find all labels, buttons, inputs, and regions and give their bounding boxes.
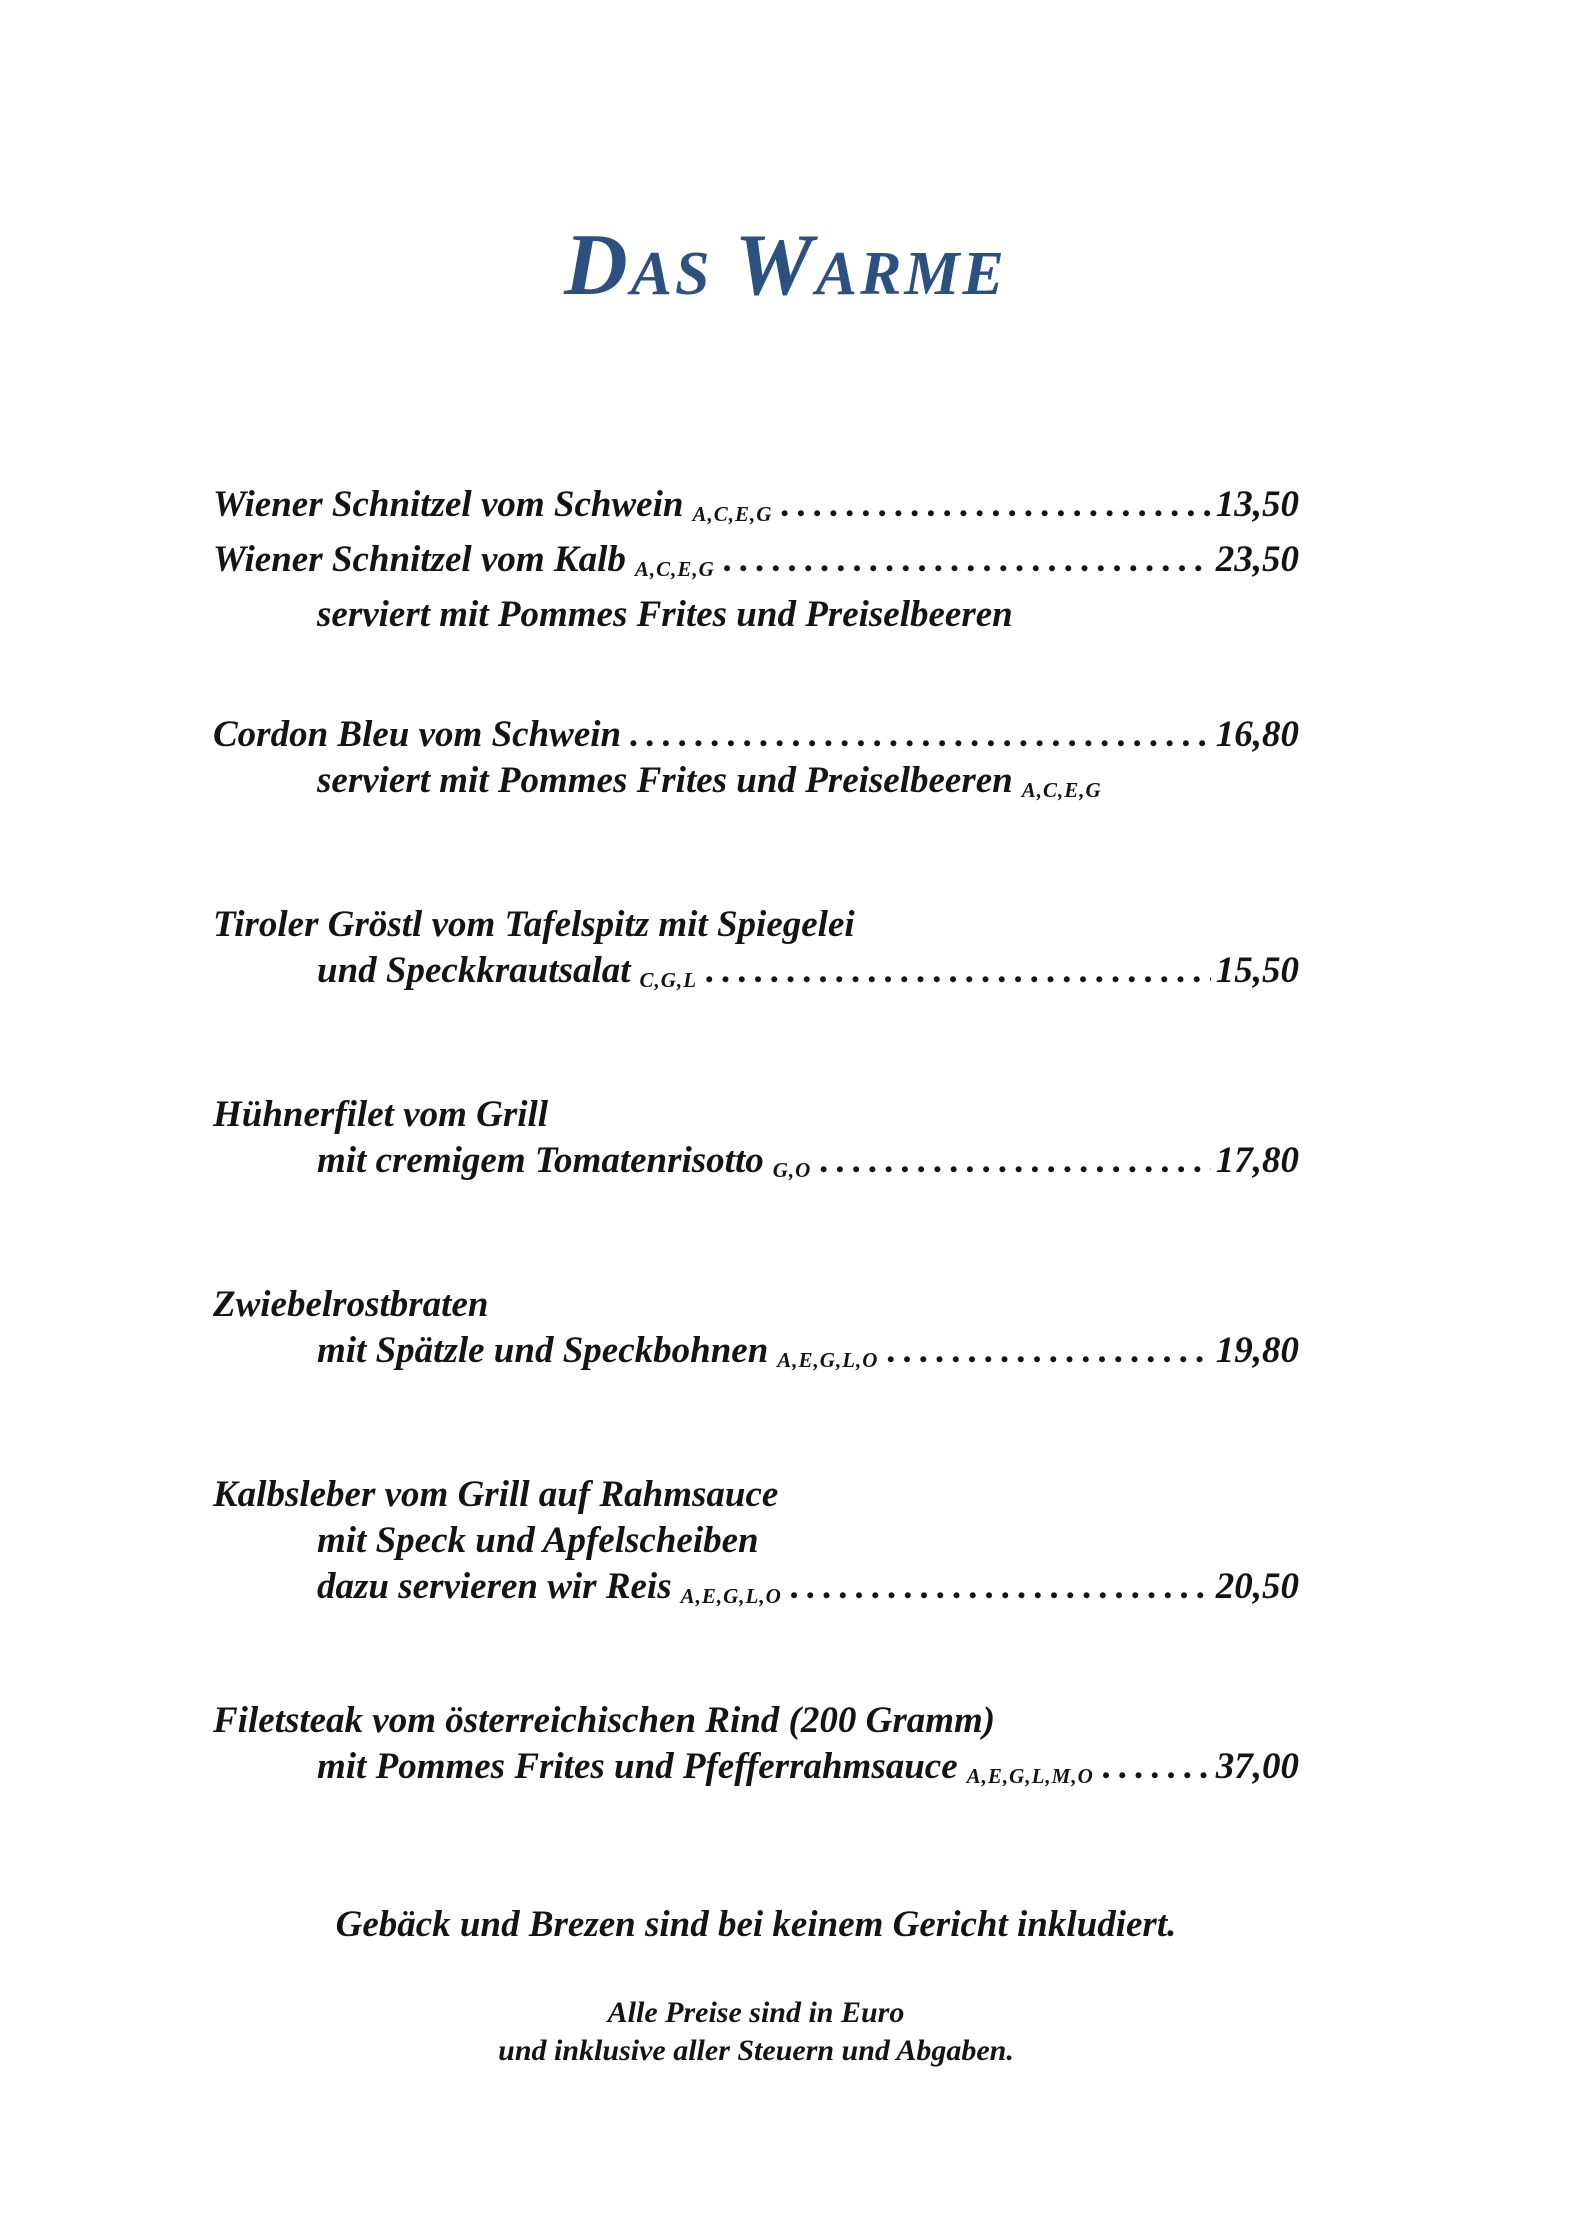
dish-line [213,482,1299,537]
price-info-line-2: und inklusive aller Steuern und Abgaben. [498,2034,1014,2067]
dish-name: Tiroler Gröstl vom Tafelspitz mit Spiegelei [213,904,855,945]
page-title-word-2: WARME [734,217,1007,314]
price: 15,50 [1215,950,1299,991]
menu-item-tiroler-groestl [213,902,1299,1003]
dish-name: Filetsteak vom österreichischen Rind (200 Gramm) [213,1700,996,1741]
dish-name: Hühnerfilet vom Grill [213,1094,549,1135]
price-info-line-1: Alle Preise sind in Euro [607,1996,905,2029]
dish-description: mit Speck und Apfelscheiben [317,1520,759,1561]
dot-leader [1103,1744,1211,1790]
dish-description-line [213,948,1299,1003]
dish-description-line [213,1328,1299,1383]
menu-item-wiener-schnitzel [213,482,1299,638]
menu-list [213,482,1299,1888]
menu-item-zwiebelrostbraten [213,1282,1299,1383]
dish-description-line [213,1138,1299,1193]
allergen-codes: A,E,G,L,O [777,1348,879,1372]
dish-description: mit Spätzle und Speckbohnen $_{A,E,G,L,O}$ [317,1330,879,1372]
allergen-codes: C,G,L [639,968,698,992]
dot-leader [820,1138,1210,1184]
menu-item-cordon-bleu [213,712,1299,813]
footer-note: Gebäck und Brezen sind bei keinem Gericht inkludiert. [335,1904,1177,1945]
price: 37,00 [1215,1746,1299,1787]
allergen-codes: A,E,G,L,M,O [966,1764,1094,1788]
dish-description: mit cremigem Tomatenrisotto $_{G,O}$ [317,1140,812,1182]
dish-description: dazu servieren wir Reis $_{A,E,G,L,O}$ [317,1566,782,1608]
dot-leader [724,537,1211,583]
price: 20,50 [1215,1566,1299,1607]
dish-name: Wiener Schnitzel vom Kalb $_{A,C,E,G}$ [213,539,715,581]
price: 13,50 [1215,484,1299,525]
dish-description-line [213,1564,1299,1619]
dot-leader [887,1328,1210,1374]
price: 16,80 [1215,714,1299,755]
dot-leader [791,1564,1211,1610]
dish-name: Cordon Bleu vom Schwein [213,714,622,755]
menu-item-huehnerfilet [213,1092,1299,1193]
page-title [0,217,1571,318]
dish-name: Kalbsleber vom Grill auf Rahmsauce [213,1474,779,1515]
dish-line [213,712,1299,758]
dish-line [213,1282,1299,1328]
dish-line [213,1092,1299,1138]
menu-item-filetsteak [213,1698,1299,1799]
allergen-codes: A,E,G,L,O [680,1584,782,1608]
dish-description-line [213,592,1299,638]
dish-name: Wiener Schnitzel vom Schwein $_{A,C,E,G}$ [213,484,773,526]
dish-line [213,1472,1299,1518]
price: 23,50 [1215,539,1299,580]
dish-description: serviert mit Pommes Frites und Preiselbeeren [317,594,1013,635]
dish-description: mit Pommes Frites und Pfefferrahmsauce $_{A,E,G,L,M,O}$ [317,1746,1094,1788]
dish-description: serviert mit Pommes Frites und Preiselbeeren $_{A,C,E,G}$ [317,760,1102,802]
price-info [213,1994,1299,2070]
dot-leader [781,482,1210,528]
page-title-word-1: DAS [564,217,713,314]
price: 17,80 [1215,1140,1299,1181]
dish-description: und Speckkrautsalat $_{C,G,L}$ [317,950,698,992]
dish-line [213,1698,1299,1744]
dish-line [213,537,1299,592]
price: 19,80 [1215,1330,1299,1371]
dish-description-line [213,1744,1299,1799]
allergen-codes: G,O [772,1158,812,1182]
dish-name: Zwiebelrostbraten [213,1284,489,1325]
dish-description-line [213,758,1299,813]
allergen-codes: A,C,E,G [692,502,773,526]
allergen-codes: A,C,E,G [634,557,715,581]
allergen-codes: A,C,E,G [1021,778,1102,802]
dot-leader [706,948,1211,994]
dish-description-line [213,1518,1299,1564]
dot-leader [630,712,1211,758]
menu-item-kalbsleber [213,1472,1299,1619]
dish-line [213,902,1299,948]
